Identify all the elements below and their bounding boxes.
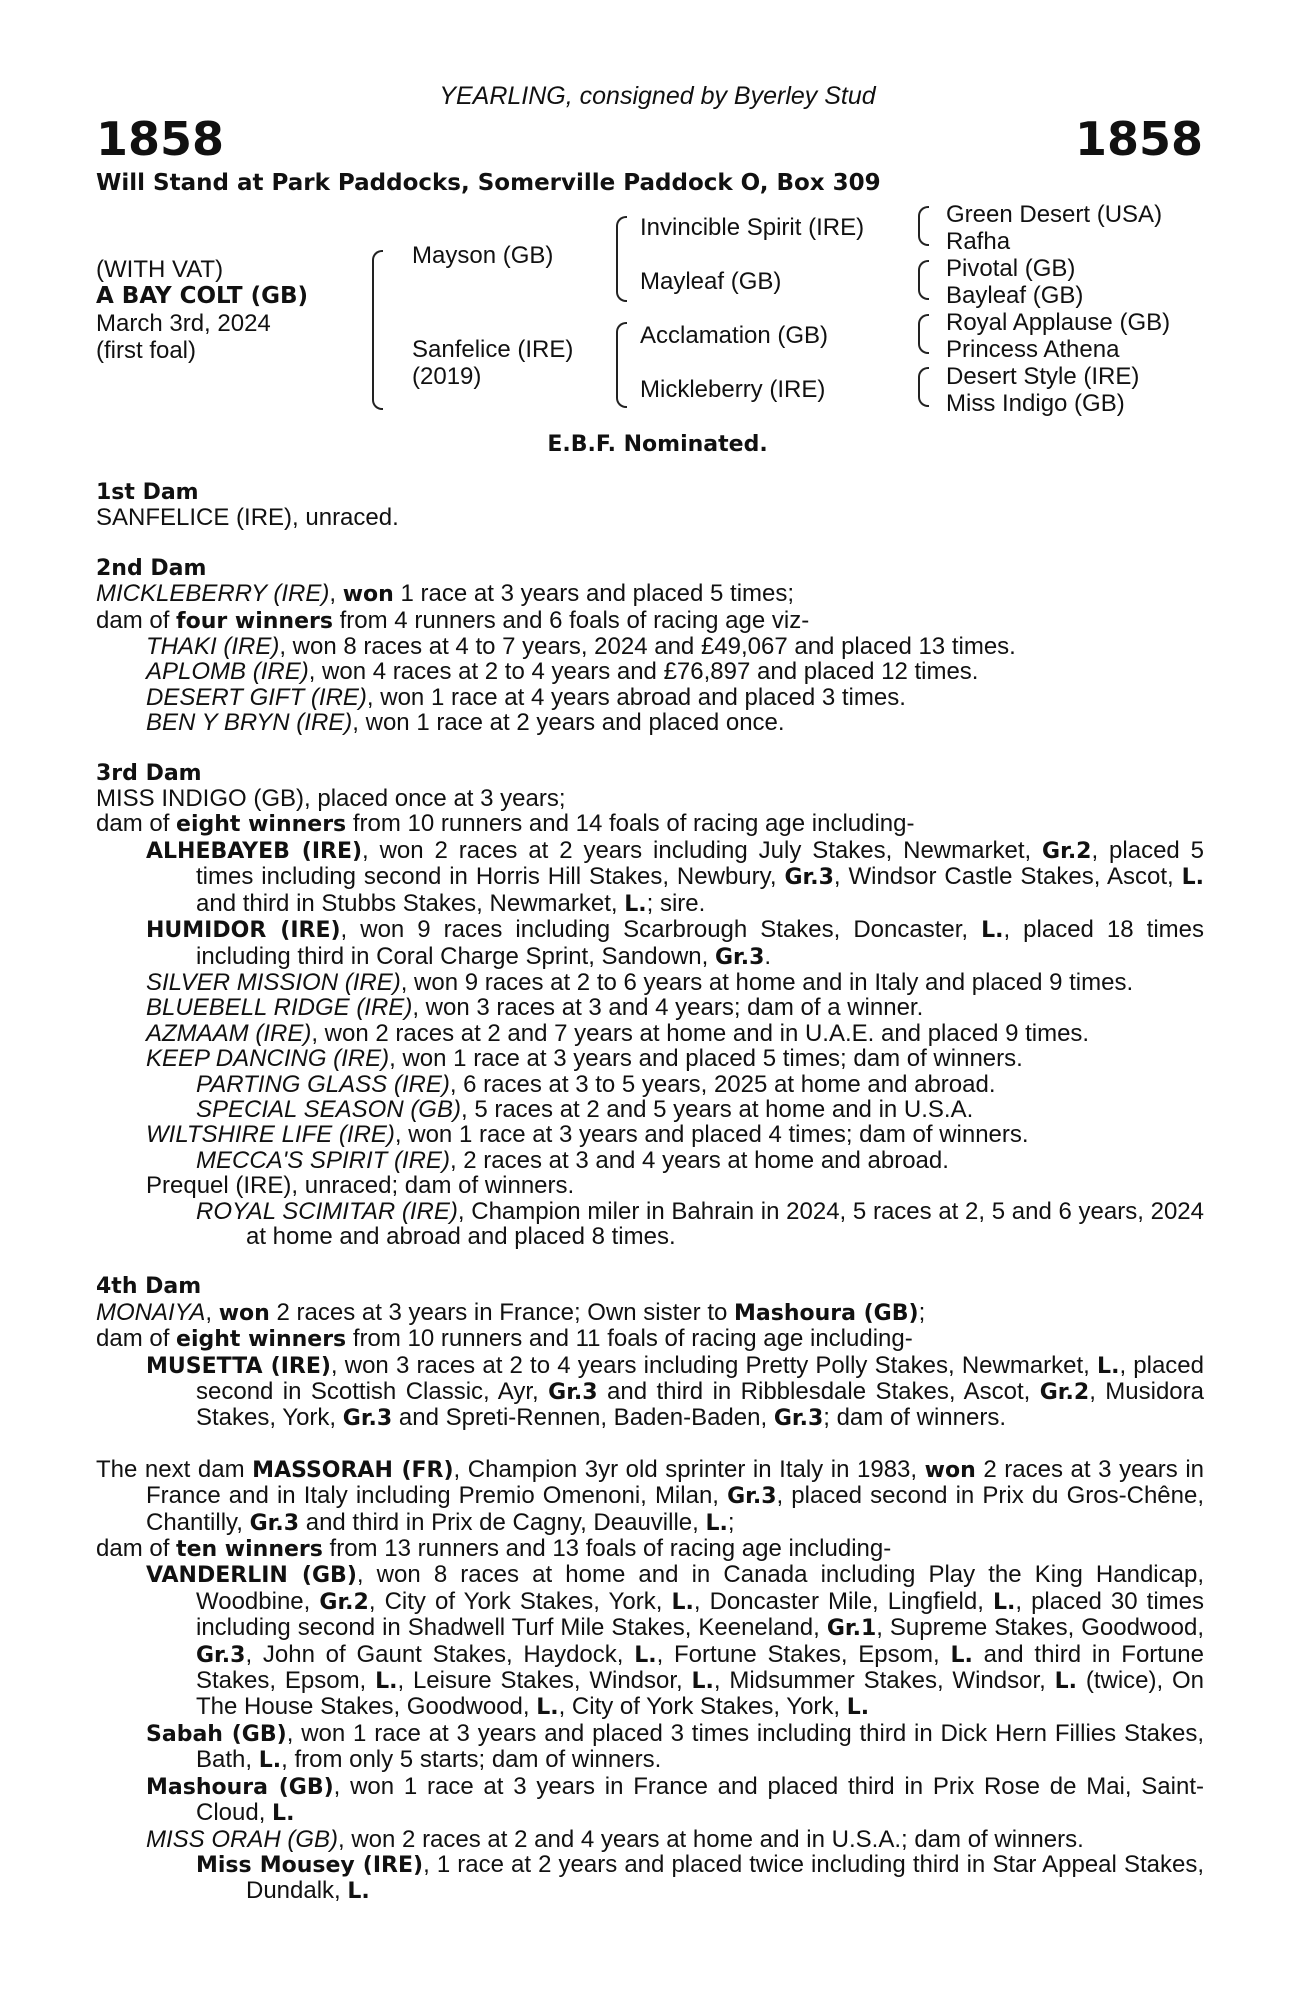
pedigree-sire-dam: Mayleaf (GB)	[640, 268, 782, 295]
progeny-vanderlin: VANDERLIN (GB), won 8 races at home and in Canada including Play the King Handicap, Woodbine, Gr.2, City of York Stakes, York, L., Doncaster Mile, Lingfield, L., placed 30 times including second in Shadwell Turf Mile Stakes, Keeneland, Gr.1, Supreme Stakes, Goodwood, Gr.3, John of Gaunt Stakes, Haydock, L., Fortune Stakes, Epsom, L. and third in Fortune Stakes, Epsom, L., Leisure Stakes, Windsor, L., Midsummer Stakes, Windsor, L. (twice), On The House Stakes, Goodwood, L., City of York Stakes, York, L.	[146, 1561, 1205, 1721]
progeny-humidor: HUMIDOR (IRE), won 9 races including Scarbrough Stakes, Doncaster, L., placed 18 times including third in Coral Charge Sprint, Sandown, Gr.3.	[146, 916, 1204, 970]
pedigree-sire-sire: Invincible Spirit (IRE)	[640, 214, 865, 241]
consignor-line: YEARLING, consigned by Byerley Stud	[439, 82, 876, 110]
first-dam-section	[96, 480, 1204, 531]
fourth-dam-line2: dam of eight winners from 10 runners and 11 foals of racing age including-	[96, 1325, 913, 1353]
pedigree-sdd: Bayleaf (GB)	[946, 282, 1084, 309]
fourth-dam-section	[96, 1274, 1204, 1431]
ebf-nominated: E.B.F. Nominated.	[547, 432, 768, 457]
progeny-item: THAKI (IRE), won 8 races at 4 to 7 years, 2024 and £49,067 and placed 13 times.	[146, 633, 1016, 661]
pedigree-brace-ss	[918, 206, 929, 246]
horse-note: (first foal)	[96, 337, 197, 364]
grand-progeny-item: SPECIAL SEASON (GB), 5 races at 2 and 5 years at home and in U.S.A.	[196, 1095, 974, 1123]
progeny-item: WILTSHIRE LIFE (IRE), won 1 race at 3 years and placed 4 times; dam of winners.	[146, 1121, 1029, 1149]
vat-note: (WITH VAT)	[96, 256, 224, 283]
progeny-item: BEN Y BRYN (IRE), won 1 race at 2 years and placed once.	[146, 709, 785, 737]
pedigree-dss: Royal Applause (GB)	[946, 309, 1171, 336]
lot-number-left: 1858	[96, 112, 225, 166]
fourth-dam-heading: 4th Dam	[96, 1274, 202, 1300]
dam-line	[96, 480, 1204, 1905]
progeny-item: BLUEBELL RIDGE (IRE), won 3 races at 3 and 4 years; dam of a winner.	[146, 994, 924, 1022]
second-dam-section	[96, 556, 1204, 736]
pedigree-brace-ds	[918, 314, 929, 354]
horse-dob: March 3rd, 2024	[96, 310, 271, 337]
progeny-prequel: Prequel (IRE), unraced; dam of winners.	[146, 1172, 575, 1200]
pedigree-brace-sire	[616, 216, 627, 302]
pedigree-dam-year: (2019)	[412, 363, 482, 390]
pedigree-dam-sire: Acclamation (GB)	[640, 322, 829, 349]
pedigree-brace-dam	[616, 322, 627, 408]
third-dam-heading: 3rd Dam	[96, 760, 202, 786]
third-dam-line1: MISS INDIGO (GB), placed once at 3 years;	[96, 785, 566, 813]
grand-progeny-royal-scimitar: ROYAL SCIMITAR (IRE), Champion miler in Bahrain in 2024, 5 races at 2, 5 and 6 years, 2024 at home and abroad and placed 8 times.	[196, 1197, 1204, 1250]
progeny-item: APLOMB (IRE), won 4 races at 2 to 4 years and £76,897 and placed 12 times.	[146, 658, 979, 686]
progeny-item: KEEP DANCING (IRE), won 1 race at 3 years and placed 5 times; dam of winners.	[146, 1045, 1023, 1073]
pedigree-sire: Mayson (GB)	[412, 242, 554, 269]
grand-progeny-miss-mousey: Miss Mousey (IRE), 1 race at 2 years and placed twice including third in Star Appeal Stakes, Dundalk, L.	[196, 1850, 1204, 1905]
lot-number-right: 1858	[1074, 112, 1203, 166]
fourth-dam-line1: MONAIYA, won 2 races at 3 years in France; Own sister to Mashoura (GB);	[96, 1298, 926, 1326]
pedigree-ddd: Miss Indigo (GB)	[946, 390, 1125, 417]
third-dam-section	[96, 761, 1204, 1250]
horse-name: A BAY COLT (GB)	[96, 283, 309, 309]
second-dam-heading: 2nd Dam	[96, 555, 207, 581]
progeny-mashoura: Mashoura (GB), won 1 race at 3 years in France and placed third in Prix Rose de Mai, Saint-Cloud, L.	[146, 1772, 1204, 1827]
next-dam-section	[96, 1457, 1204, 1905]
progeny-item: AZMAAM (IRE), won 2 races at 2 and 7 years at home and in U.A.E. and placed 9 times.	[146, 1019, 1090, 1047]
stand-location: Will Stand at Park Paddocks, Somerville Paddock O, Box 309	[96, 170, 881, 196]
third-dam-line2: dam of eight winners from 10 runners and 14 foals of racing age including-	[96, 810, 915, 838]
pedigree-brace-dd	[918, 367, 929, 407]
pedigree-brace-main	[372, 250, 383, 410]
first-dam-heading: 1st Dam	[96, 480, 199, 505]
second-dam-line1: MICKLEBERRY (IRE), won 1 race at 3 years and placed 5 times;	[96, 580, 795, 608]
next-dam-line1: The next dam MASSORAH (FR), Champion 3yr old sprinter in Italy in 1983, won 2 races at 3 years in France and in Italy including Premio Omenoni, Milan, Gr.3, placed second in Prix du Gros-Chêne, Chantilly, Gr.3 and third in Prix de Cagny, Deauville, L.;	[96, 1455, 1205, 1536]
grand-progeny-item: MECCA'S SPIRIT (IRE), 2 races at 3 and 4 years at home and abroad.	[196, 1146, 949, 1174]
pedigree-ssd: Rafha	[946, 228, 1011, 255]
pedigree-sds: Pivotal (GB)	[946, 255, 1076, 282]
pedigree-brace-sd	[918, 260, 929, 300]
progeny-miss-orah: MISS ORAH (GB), won 2 races at 2 and 4 years at home and in U.S.A.; dam of winners.	[146, 1825, 1084, 1853]
next-dam-line2: dam of ten winners from 13 runners and 13 foals of racing age including-	[96, 1535, 892, 1563]
progeny-item: DESERT GIFT (IRE), won 1 race at 4 years abroad and placed 3 times.	[146, 683, 906, 711]
progeny-item: SILVER MISSION (IRE), won 9 races at 2 to 6 years at home and in Italy and placed 9 times.	[146, 968, 1134, 996]
pedigree-dam: Sanfelice (IRE)	[412, 336, 574, 363]
progeny-musetta: MUSETTA (IRE), won 3 races at 2 to 4 years including Pretty Polly Stakes, Newmarket, L., placed second in Scottish Classic, Ayr, Gr.3 and third in Ribblesdale Stakes, Ascot, Gr.2, Musidora Stakes, York, Gr.3 and Spreti-Rennen, Baden-Baden, Gr.3; dam of winners.	[146, 1351, 1205, 1432]
progeny-sabah: Sabah (GB), won 1 race at 3 years and placed 3 times including third in Dick Hern Fillies Stakes, Bath, L., from only 5 starts; dam of winners.	[146, 1719, 1205, 1774]
pedigree-dsd: Princess Athena	[946, 336, 1120, 363]
pedigree-sss: Green Desert (USA)	[946, 201, 1163, 228]
pedigree-dds: Desert Style (IRE)	[946, 363, 1140, 390]
second-dam-line2: dam of four winners from 4 runners and 6 foals of racing age viz-	[96, 606, 810, 634]
grand-progeny-item: PARTING GLASS (IRE), 6 races at 3 to 5 years, 2025 at home and abroad.	[196, 1070, 996, 1098]
first-dam-text: SANFELICE (IRE), unraced.	[96, 504, 399, 532]
progeny-alhebayeb: ALHEBAYEB (IRE), won 2 races at 2 years including July Stakes, Newmarket, Gr.2, placed 5 times including second in Horris Hill Stakes, Newbury, Gr.3, Windsor Castle Stakes, Ascot, L. and third in Stubbs Stakes, Newmarket, L.; sire.	[146, 836, 1204, 917]
pedigree-dam-dam: Mickleberry (IRE)	[640, 376, 826, 403]
